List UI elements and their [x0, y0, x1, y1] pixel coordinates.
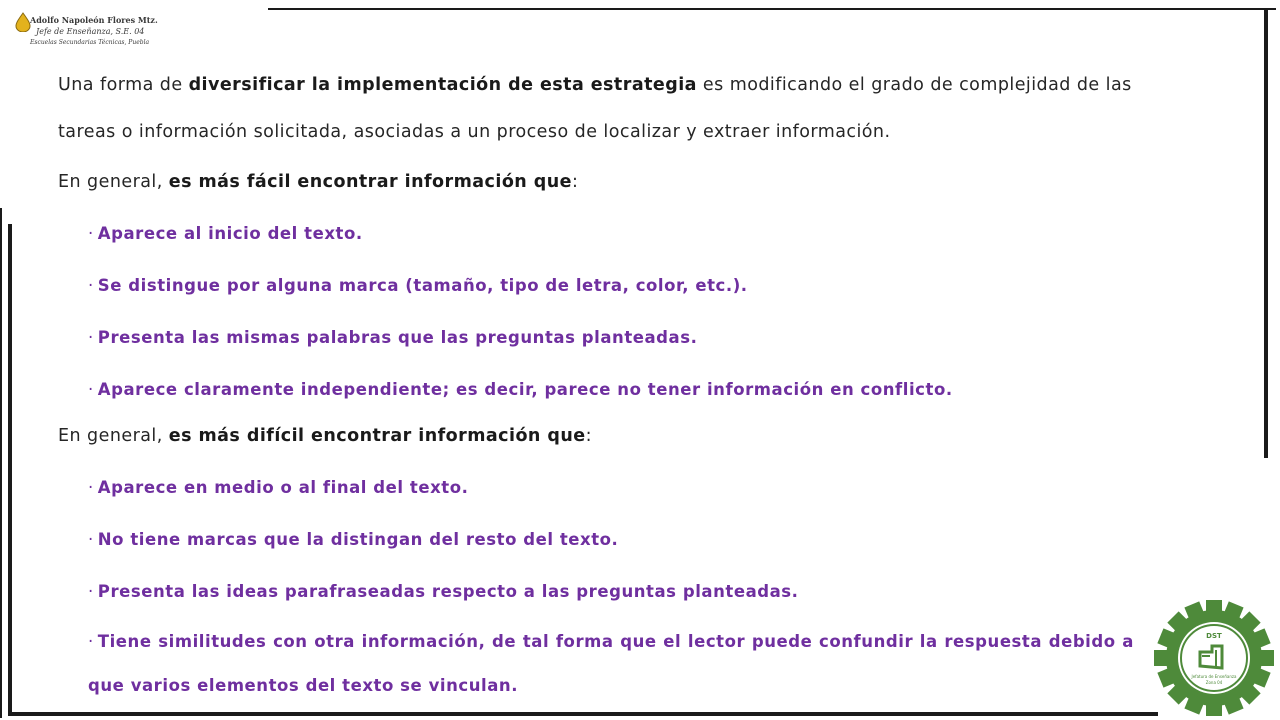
- intro-paragraph: [58, 62, 1134, 156]
- hard-heading-colon: :: [585, 426, 592, 446]
- easy-item: [88, 370, 1134, 410]
- hard-item-text: Tiene similitudes con otra información, de tal forma que el lector puede confundir la respuesta debido a que varios elementos del texto se vinculan.: [88, 632, 1134, 695]
- easy-item-text: Aparece al inicio del texto.: [97, 224, 363, 243]
- hard-item: [88, 620, 1134, 708]
- easy-item: [88, 214, 1134, 254]
- bullet-dot: ·: [88, 328, 94, 347]
- hard-item: [88, 468, 1134, 508]
- gear-icon: [1150, 596, 1278, 720]
- author-logo: [14, 12, 158, 52]
- content-body: [58, 62, 1134, 708]
- hard-heading: [58, 416, 1134, 456]
- easy-item: [88, 266, 1134, 306]
- gear-seal-logo: [1150, 596, 1278, 720]
- hard-item-text: Aparece en medio o al final del texto.: [97, 478, 469, 497]
- seal-zone-text: Zona 04: [1205, 680, 1223, 685]
- bullet-dot: ·: [88, 224, 94, 243]
- frame-left-outer-line: [0, 208, 2, 718]
- easy-heading-colon: :: [571, 172, 579, 192]
- intro-emphasis: diversificar la implementación de esta estrategia: [188, 75, 697, 95]
- frame-right-line: [1264, 8, 1268, 458]
- bullet-dot: ·: [88, 530, 94, 549]
- hard-item-text: Presenta las ideas parafraseadas respecto a las preguntas planteadas.: [97, 582, 799, 601]
- hard-item: [88, 572, 1134, 612]
- bullet-dot: ·: [88, 478, 94, 497]
- easy-item-text: Aparece claramente independiente; es decir, parece no tener información en conflicto.: [97, 380, 953, 399]
- easy-item-text: Se distingue por alguna marca (tamaño, tipo de letra, color, etc.).: [97, 276, 748, 295]
- logo-institution: Escuelas Secundarias Técnicas, Puebla: [30, 39, 150, 46]
- logo-title: Jefe de Enseñanza, S.E. 04: [36, 27, 145, 36]
- frame-bottom-line: [8, 712, 1158, 716]
- frame-top-line: [268, 8, 1276, 10]
- intro-text-start: Una forma de: [58, 75, 189, 95]
- bullet-dot: ·: [88, 582, 94, 601]
- bullet-dot: ·: [88, 632, 94, 651]
- hard-item-text: No tiene marcas que la distingan del resto del texto.: [97, 530, 619, 549]
- easy-item-text: Presenta las mismas palabras que las preguntas planteadas.: [97, 328, 698, 347]
- hard-item: [88, 520, 1134, 560]
- logo-author-name: Adolfo Napoleón Flores Mtz.: [30, 15, 158, 25]
- seal-bottom-text: Jefatura de Enseñanza: [1191, 674, 1237, 679]
- intro-text-end: es modificando el grado de complejidad de las tareas o información solicitada, asociadas a un proceso de localizar y extraer información.: [58, 75, 1132, 142]
- frame-left-line: [8, 224, 12, 714]
- easy-item: [88, 318, 1134, 358]
- easy-heading: [58, 162, 1134, 202]
- seal-top-text: DST: [1206, 632, 1222, 640]
- hard-heading-prefix: En general,: [58, 426, 169, 446]
- bullet-dot: ·: [88, 380, 94, 399]
- easy-heading-prefix: En general,: [58, 172, 169, 192]
- easy-heading-emphasis: es más fácil encontrar información que: [168, 172, 572, 192]
- bullet-dot: ·: [88, 276, 94, 295]
- hard-heading-emphasis: es más difícil encontrar información que: [168, 426, 586, 446]
